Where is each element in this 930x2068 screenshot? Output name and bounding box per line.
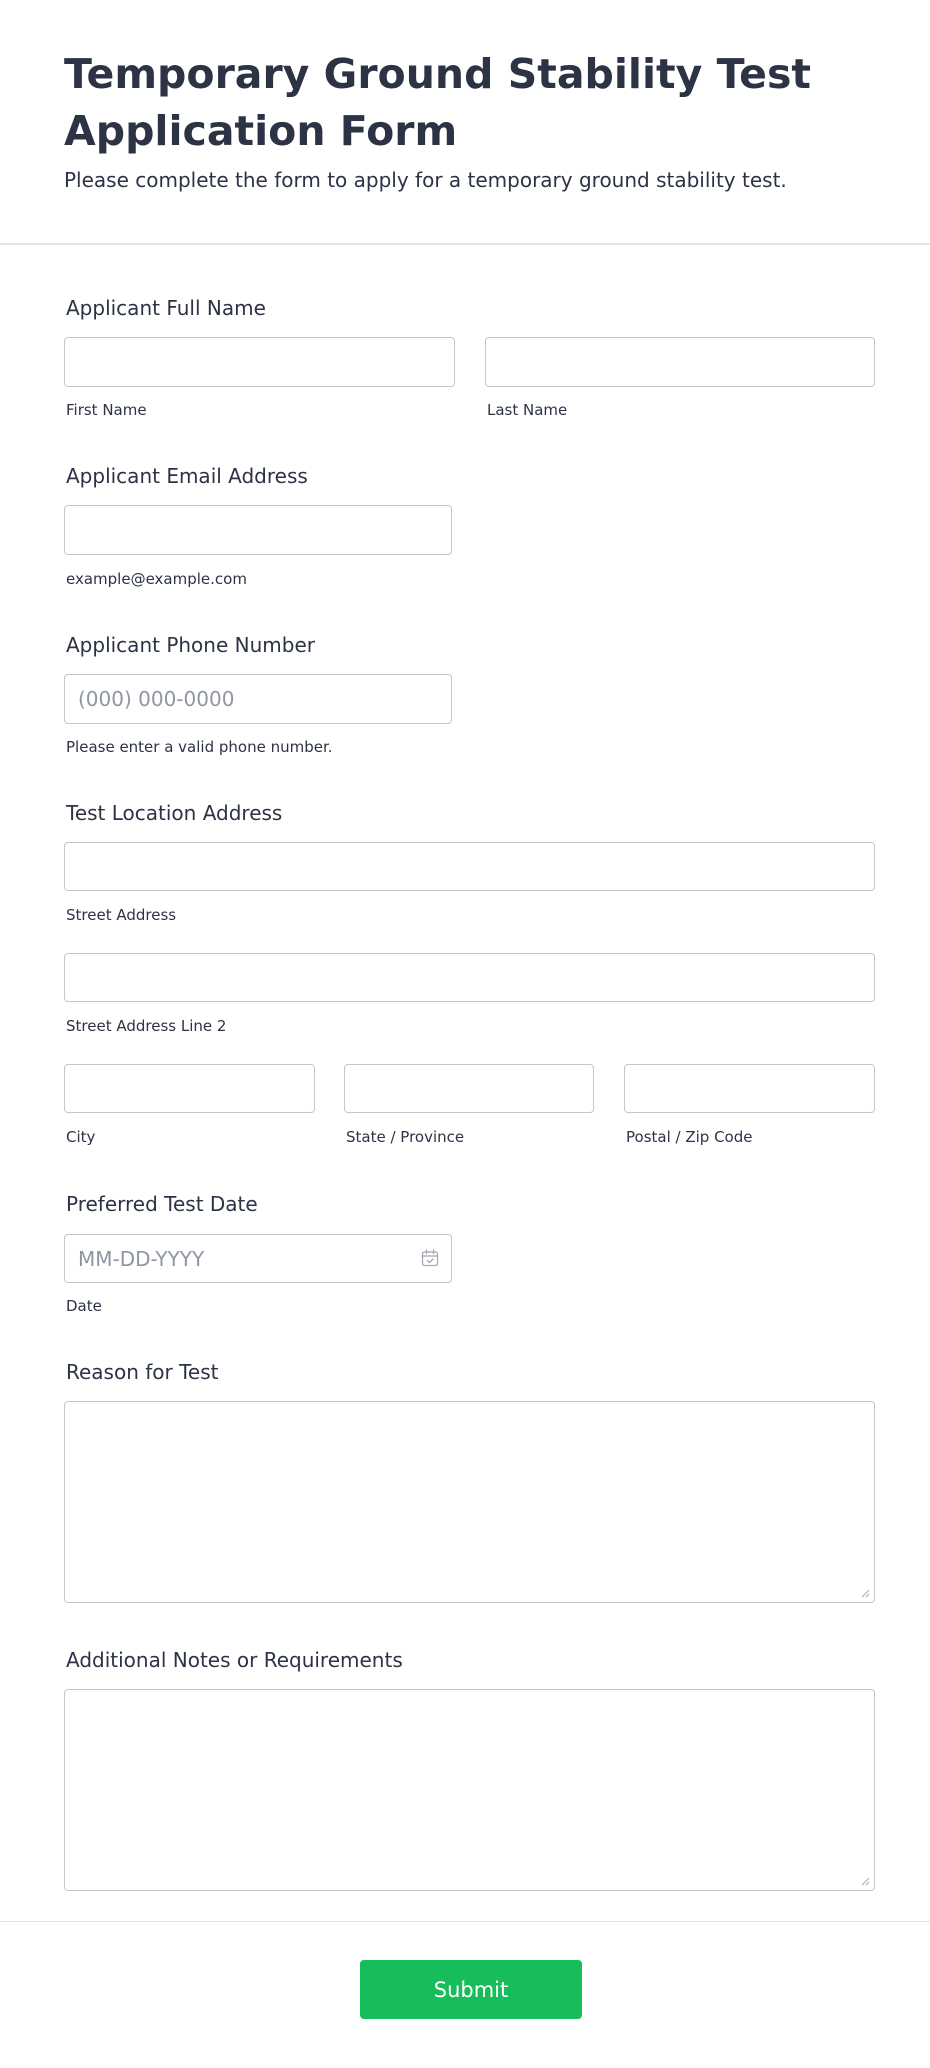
- state-province-input[interactable]: [344, 1064, 594, 1113]
- page-title: Temporary Ground Stability Test Application Form: [64, 50, 811, 155]
- postal-zip-code-sublabel: Postal / Zip Code: [626, 1128, 753, 1146]
- city-input[interactable]: [64, 1064, 315, 1113]
- email-label: Applicant Email Address: [66, 464, 308, 488]
- notes-textarea[interactable]: [64, 1689, 875, 1891]
- last-name-input[interactable]: [485, 337, 875, 387]
- calendar-icon[interactable]: [421, 1249, 439, 1267]
- street-address-sublabel: Street Address: [66, 906, 177, 924]
- reason-label: Reason for Test: [66, 1360, 219, 1384]
- page-subtitle: Please complete the form to apply for a temporary ground stability test.: [64, 168, 787, 192]
- reason-textarea[interactable]: [64, 1401, 875, 1603]
- resize-grip-icon[interactable]: [860, 1876, 870, 1886]
- street-address-line2-input[interactable]: [64, 953, 875, 1002]
- email-sublabel: example@example.com: [66, 570, 247, 588]
- submit-button[interactable]: Submit: [360, 1960, 582, 2019]
- phone-sublabel: Please enter a valid phone number.: [66, 738, 333, 756]
- date-sublabel: Date: [66, 1297, 102, 1315]
- street-address-input[interactable]: [64, 842, 875, 891]
- resize-grip-icon[interactable]: [860, 1588, 870, 1598]
- city-sublabel: City: [66, 1128, 96, 1146]
- email-input[interactable]: [64, 505, 452, 555]
- state-province-sublabel: State / Province: [346, 1128, 465, 1146]
- street-address-line2-sublabel: Street Address Line 2: [66, 1017, 227, 1035]
- address-label: Test Location Address: [66, 801, 283, 825]
- phone-label: Applicant Phone Number: [66, 633, 315, 657]
- postal-zip-code-input[interactable]: [624, 1064, 875, 1113]
- date-field: [64, 1234, 452, 1283]
- first-name-input[interactable]: [64, 337, 455, 387]
- date-input[interactable]: [64, 1234, 452, 1283]
- footer-divider: [0, 1921, 930, 1922]
- notes-label: Additional Notes or Requirements: [66, 1648, 403, 1672]
- form-header: [0, 0, 930, 245]
- first-name-sublabel: First Name: [66, 401, 147, 419]
- preferred-date-label: Preferred Test Date: [66, 1192, 258, 1216]
- full-name-label: Applicant Full Name: [66, 296, 266, 320]
- last-name-sublabel: Last Name: [487, 401, 568, 419]
- phone-input[interactable]: [64, 674, 452, 724]
